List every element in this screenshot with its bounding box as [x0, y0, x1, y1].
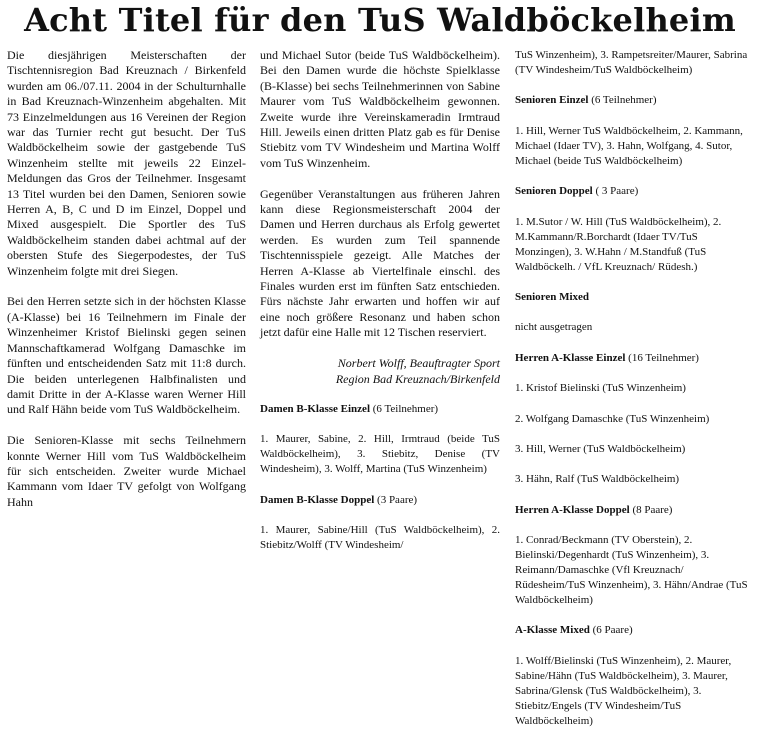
signature-line: Norbert Wolff, Beauftragter Sport — [337, 356, 500, 371]
result-heading — [515, 351, 755, 366]
result-heading — [260, 402, 500, 417]
article-column-2 — [260, 48, 500, 568]
result-count: (8 Paare) — [629, 503, 673, 516]
result-block — [515, 48, 755, 78]
result-body: 1. Conrad/Beckmann (TV Oberstein), 2. Bielinski/Degenhardt (TuS Winzenheim), 3. Reimann/Damaschke (Vfl Kreuznach/ Rüdesheim/TuS Winzenheim), 3. Hähn/Andrae (TuS Waldböckelheim) — [515, 534, 748, 607]
result-count: (3 Paare) — [374, 493, 418, 506]
result-block — [515, 351, 755, 488]
article-paragraph: Bei den Herren setzte sich in der höchsten Klasse (A-Klasse) bei 16 Teilnehmern im Finale der Winzenheimer Kristof Bielinski gegen seinen Mannschaftkamerad Wolfgang Damaschke im fünften und entscheidenden Satz mit 11:8 durch. Die beiden unterlegenen Halbfinalisten und damit Dritte in der A-Klasse waren Werner Hill und Ralf Hähn beide vom TuS Waldböckelheim. — [7, 294, 246, 417]
article-headline: Acht Titel für den TuS Waldböckelheim — [24, 1, 736, 39]
article-paragraph: und Michael Sutor (beide TuS Waldböckelheim). Bei den Damen wurde die höchste Spielklasse (B-Klasse) bei sechs Teilnehmerinnen von Sabine Maurer vom TuS Waldböckelheim gewonnen. Zweite wurde ihre Vereinskameradin Irmtraud Hill. Jeweils einen dritten Platz gab es für Denise Stiebitz vom TV Windesheim und Martina Wolff vom TuS Winzenheim. — [260, 48, 500, 170]
result-category: Senioren Doppel — [515, 185, 593, 198]
article-column-1 — [7, 48, 246, 526]
result-category: Damen B-Klasse Doppel — [260, 493, 375, 506]
result-block — [515, 503, 755, 608]
result-heading — [515, 184, 755, 199]
result-heading — [515, 623, 755, 638]
author-signature — [260, 356, 500, 387]
result-category: Herren A-Klasse Einzel — [515, 351, 626, 364]
result-block — [515, 184, 755, 274]
result-body: nicht ausgetragen — [515, 321, 593, 334]
result-line: 2. Wolfgang Damaschke (TuS Winzenheim) — [515, 412, 710, 425]
result-body: TuS Winzenheim), 3. Rampetsreiter/Maurer, Sabrina (TV Windesheim/TuS Waldböckelheim) — [515, 49, 748, 76]
result-heading — [515, 503, 755, 518]
result-category: Herren A-Klasse Doppel — [515, 503, 630, 516]
result-body: 1. Wolff/Bielinski (TuS Winzenheim), 2. Maurer, Sabine/Hähn (TuS Waldböckelheim), 3. Maurer, Sabrina/Glensk (TuS Waldböckelheim), 3. Stiebitz/Engels (TV Windesheim/TuS Waldböckelheim) — [515, 654, 732, 727]
result-heading — [515, 290, 755, 305]
result-body: 1. Hill, Werner TuS Waldböckelheim, 2. Kammann, Michael (Idaer TV), 3. Hahn, Wolfgang, 4. Sutor, Michael (beide TuS Waldböckelheim) — [515, 124, 743, 167]
result-line: 3. Hill, Werner (TuS Waldböckelheim) — [515, 442, 686, 455]
result-count: ( 3 Paare) — [592, 185, 639, 198]
result-block — [260, 493, 500, 553]
result-block — [515, 623, 755, 728]
result-count: (16 Teilnehmer) — [625, 351, 699, 364]
result-block — [515, 290, 755, 335]
result-count: (6 Teilnehmer) — [370, 402, 439, 415]
result-line: 1. Kristof Bielinski (TuS Winzenheim) — [515, 382, 686, 395]
result-block — [260, 402, 500, 477]
article-paragraph: Gegenüber Veranstaltungen aus früheren Jahren kann diese Regionsmeisterschaft 2004 der Damen und Herren durchaus als Erfolg gewertet werden. Es wurden zum Teil spannende Tischtennisspiele gezeigt. Alle Matches der Herren A-Klasse ab Viertelfinale einschl. des Finales wurden erst im fünften Satz entschieden. Fürs nächste Jahr erwarten und hoffen wir auf eine noch größere Resonanz und haben schon jetzt dafür eine Halle mit 12 Tischen reserviert. — [260, 186, 500, 340]
result-body: 1. Maurer, Sabine, 2. Hill, Irmtraud (beide TuS Waldböckelheim), 3. Stiebitz, Denise (TV Windesheim), 3. Wolff, Martina (TuS Winzenheim) — [260, 433, 500, 476]
result-count: (6 Paare) — [589, 624, 633, 637]
result-category: Damen B-Klasse Einzel — [260, 402, 370, 415]
result-category: Senioren Mixed — [515, 290, 590, 303]
result-body: 1. M.Sutor / W. Hill (TuS Waldböckelheim), 2. M.Kammann/R.Borchardt (Idaer TV/TuS Monzingen), 3. W.Hahn / M.Standfuß (TuS Waldböckelh. / VfL Kreuznach/ Rüdesh.) — [515, 215, 722, 273]
result-block — [515, 93, 755, 168]
article-column-3 — [515, 48, 755, 744]
result-category: A-Klasse Mixed — [515, 624, 590, 637]
signature-line: Region Bad Kreuznach/Birkenfeld — [335, 371, 500, 386]
result-count: (6 Teilnehmer) — [588, 94, 657, 107]
result-heading — [515, 93, 755, 108]
result-body: 1. Maurer, Sabine/Hill (TuS Waldböckelheim), 2. Stiebitz/Wolff (TV Windesheim/ — [260, 524, 500, 552]
article-paragraph: Die Senioren-Klasse mit sechs Teilnehmern konnte Werner Hill vom TuS Waldböckelheim für sich entscheiden. Zweiter wurde Michael Kammann vom Idaer TV gefolgt von Wolfgang Hahn — [7, 433, 246, 509]
result-line: 3. Hähn, Ralf (TuS Waldböckelheim) — [515, 473, 680, 486]
result-heading — [260, 493, 500, 508]
article-paragraph: Die diesjährigen Meisterschaften der Tischtennisregion Bad Kreuznach / Birkenfeld wurden am 06./07.11. 2004 in der Schulturnhalle in Bad Kreuznach-Winzenheim abgehalten. Mit 73 Einzelmeldungen aus 16 Vereinen der Region war das Turnier recht gut besucht. Der TuS Waldböckelheim sowie der gastgebende TuS Winzenheim stellte mit jeweils 22 Einzel-Meldungen das Gros der Teilnehmer. Insgesamt 13 Titel wurden bei den Damen, Senioren sowie Herren A, B, C und D im Einzel, Doppel und Mixed ausgespielt. Die Sportler des TuS Waldböckelheim standen dabei achtmal auf der obersten Stufe des Siegerpodestes, der TuS Winzenheim folgte mit drei Siegen. — [7, 48, 246, 278]
result-category: Senioren Einzel — [515, 94, 589, 107]
